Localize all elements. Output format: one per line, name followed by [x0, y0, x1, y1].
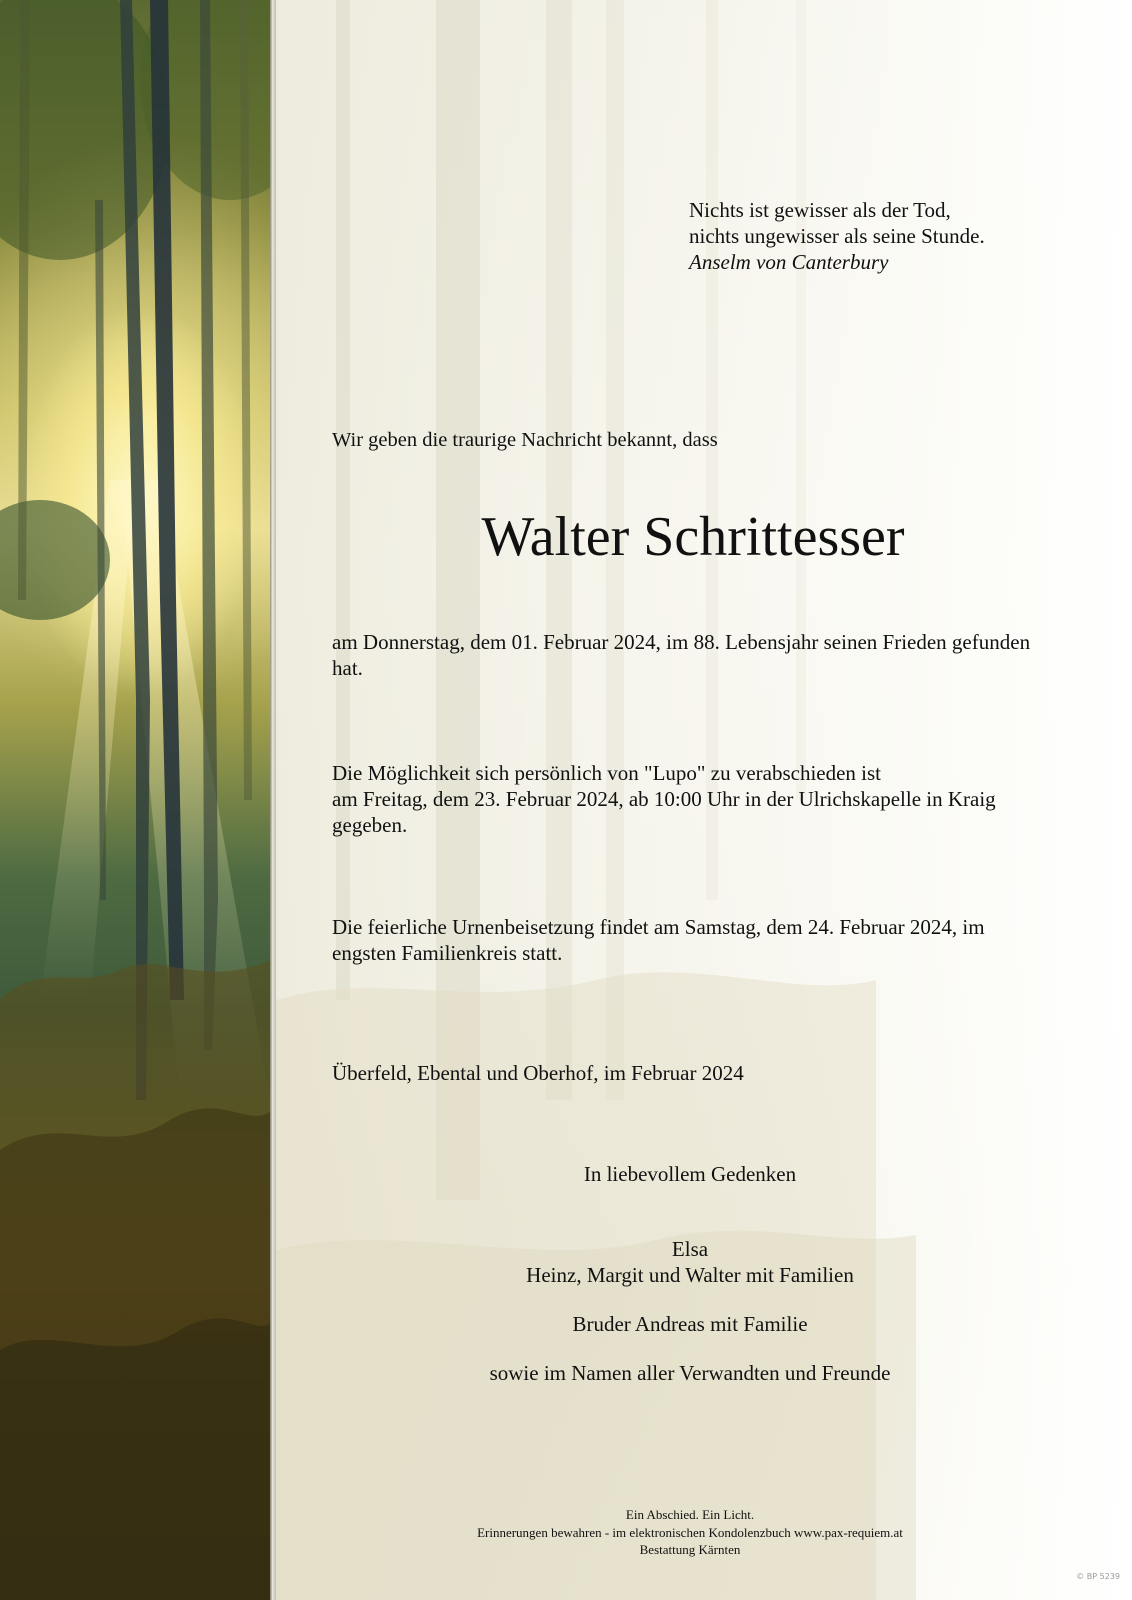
death-date-text: am Donnerstag, dem 01. Februar 2024, im 88. Lebensjahr seinen Frieden gefunden hat.: [332, 630, 1031, 680]
farewell-line-1: Die Möglichkeit sich persönlich von "Lupo" zu verabschieden ist: [332, 761, 882, 785]
footer: [390, 1506, 990, 1559]
farewell-line-2: am Freitag, dem 23. Februar 2024, ab 10:00 Uhr in der Ulrichskapelle in Kraig gegeben.: [332, 787, 996, 837]
place-date: Überfeld, Ebental und Oberhof, im Februar 2024: [332, 1061, 744, 1085]
farewell-info: [332, 760, 1032, 838]
mourner-line-2: Heinz, Margit und Walter mit Familien: [526, 1263, 854, 1287]
epigraph-quote: [689, 197, 985, 275]
mourner-line-4: sowie im Namen aller Verwandten und Freunde: [489, 1361, 891, 1385]
mourner-line-1: Elsa: [671, 1237, 709, 1261]
footer-line-1: Ein Abschied. Ein Licht.: [625, 1507, 755, 1522]
footer-line-3: Bestattung Kärnten: [639, 1542, 741, 1557]
footer-line-2: Erinnerungen bewahren - im elektronischen Kondolenzbuch www.pax-requiem.at: [477, 1524, 903, 1540]
forest-trees-illustration: [0, 0, 272, 1600]
quote-author: Anselm von Canterbury: [689, 250, 889, 274]
remembrance-heading: In liebevollem Gedenken: [583, 1162, 797, 1186]
watermark: © BP 5239: [1076, 1572, 1120, 1581]
forest-photo: [0, 0, 272, 1600]
burial-info: Die feierliche Urnenbeisetzung findet am Samstag, dem 24. Februar 2024, im engsten Familienkreis statt.: [332, 915, 985, 965]
quote-line-1: Nichts ist gewisser als der Tod,: [689, 198, 951, 222]
announcement-intro: Wir geben die traurige Nachricht bekannt, dass: [332, 429, 718, 451]
mourner-line-3: Bruder Andreas mit Familie: [572, 1312, 808, 1336]
deceased-name: Walter Schrittesser: [481, 506, 905, 568]
quote-line-2: nichts ungewisser als seine Stunde.: [689, 224, 985, 248]
